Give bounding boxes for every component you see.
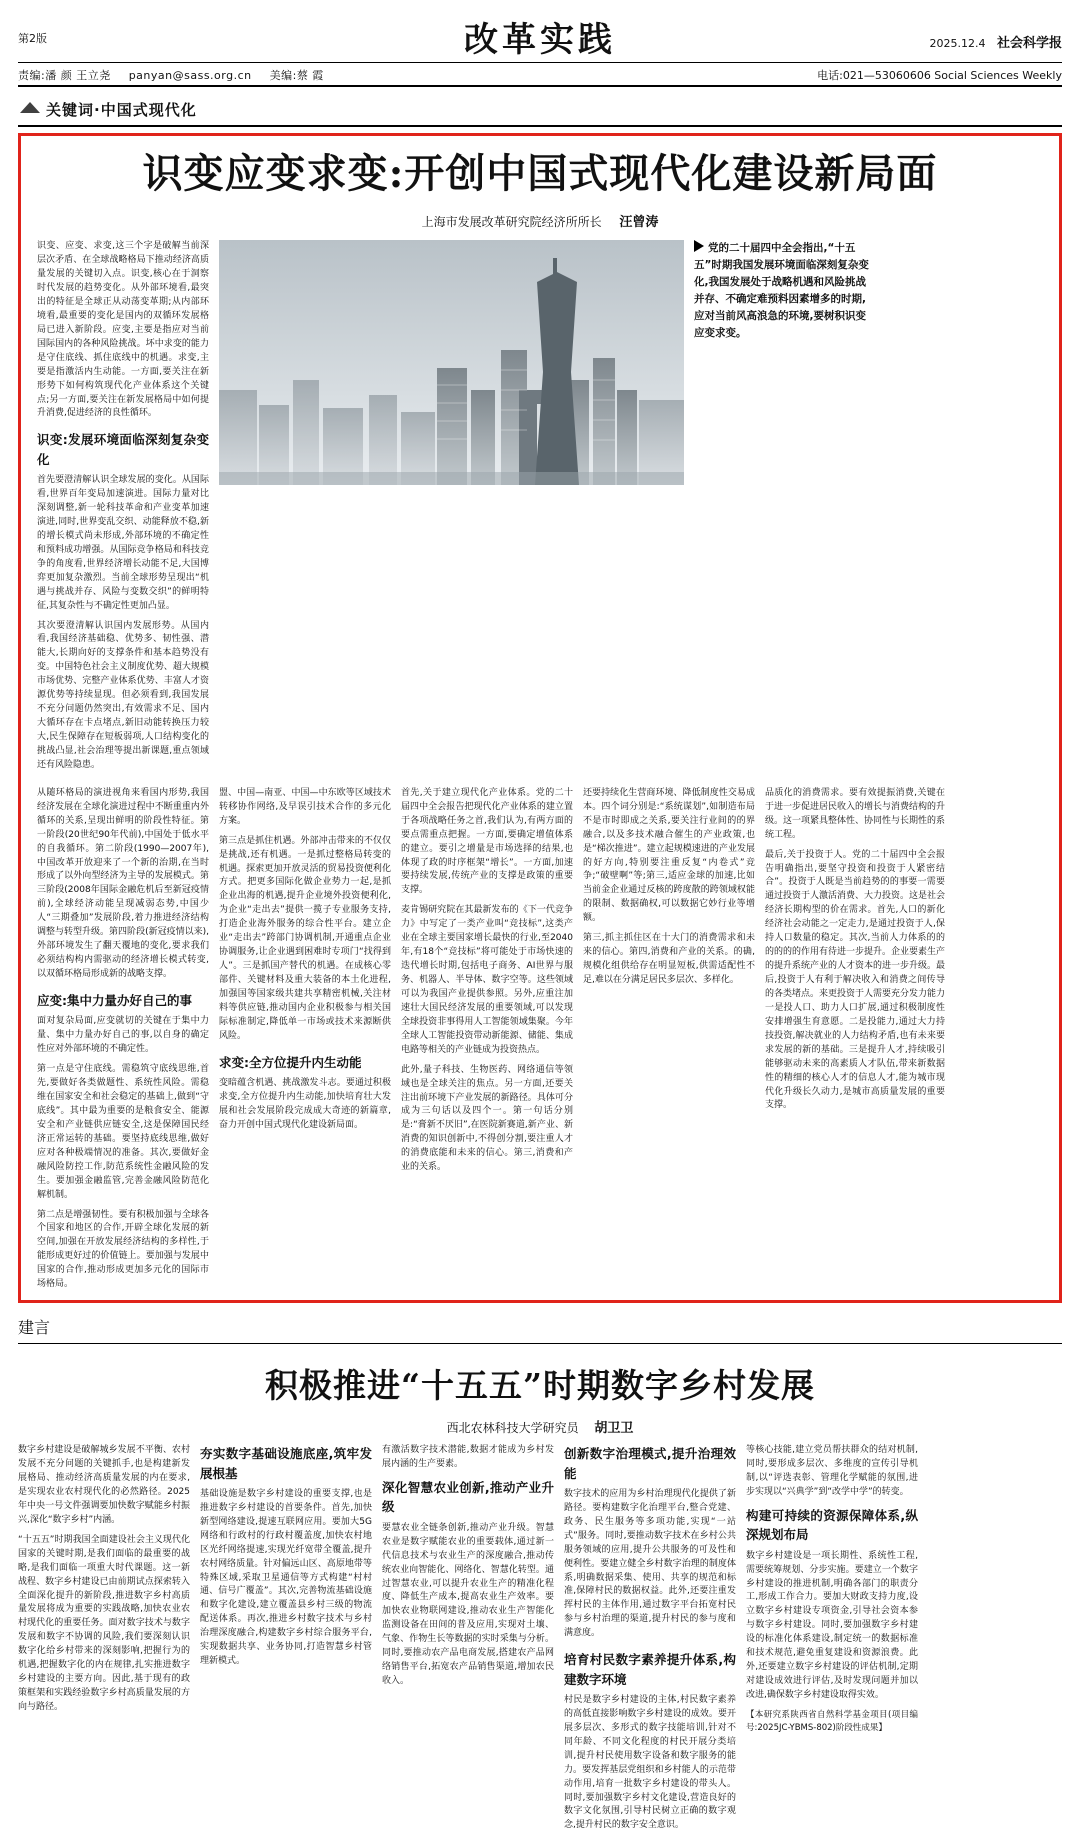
article-one-headline: 识变应变求变:开创中国式现代化建设新局面	[142, 150, 938, 197]
article-two-col-2	[200, 1444, 372, 1833]
subheading: 创新数字治理模式,提升治理效能	[564, 1446, 736, 1481]
paragraph: 等核心技能,建立党员帮扶群众的结对机制,同时,要形成多层次、多维度的宣传引导机制,以“评选表彰、管理化学赋能的氛围,进步实现以“兴典学”到“改学中学”的转变。	[746, 1445, 918, 1497]
paragraph: 数字乡村建设是破解城乡发展不平衡、农村发展不充分问题的关键抓手,也是构建新发展格局、推动经济高质量发展的内在要求,是实现农业农村现代化的必然路径。2025年中央一号文件强调要加快数字赋能乡村振兴,深化“数字乡村”内涵。	[18, 1445, 190, 1525]
article-one	[18, 133, 1062, 1303]
page-title: 改革实践	[464, 20, 616, 60]
city-skyline-photo	[219, 240, 684, 485]
article-one-col-3	[219, 787, 391, 1292]
paragraph: 数字技术的应用为乡村治理现代化提供了新路径。要构建数字化治理平台,整合党建、政务、民生服务等多项功能,实现“一站式”服务。同时,要推动数字技术在乡村公共服务领域的应用,提升公共服务的可及性和便利性。要建立健全乡村数字治理的制度体系,明确数据采集、使用、共享的规范和标准,保障村民的数据权益。此外,还要注重发挥村民的主体作用,通过数字平台拓宽村民参与乡村治理的渠道,提升村民的参与度和满意度。	[564, 1488, 736, 1639]
article-one-media-col	[219, 240, 684, 779]
article-one-col-5	[583, 787, 755, 1292]
publication-date: 2025.12.4	[929, 37, 986, 50]
paragraph: 其次要澄清解认识国内发展形势。从国内看,我国经济基础稳、优势多、韧性强、潜能大,长期向好的支撑条件和基本趋势没有变。中国特色社会主义制度优势、超大规模市场优势、完整产业体系优势、丰富人才资源优势等持续显现。但必须看到,我国发展不充分问题仍然突出,有效需求不足、国内大循环存在卡点堵点,新旧动能转换压力较大,民生保障存在短板弱项,人口结构变化的挑战凸显,社会治理等提出新课题,重点领域还有风险隐患。	[37, 620, 209, 770]
paragraph: 数字乡村建设是一项长期性、系统性工程,需要统筹规划、分步实施。要建立一个数字乡村建设的推进机制,明确各部门的职责分工,形成工作合力。要加大财政支持力度,设立数字乡村建设专项资金,引导社会资本参与数字乡村建设。同时,要加强数字乡村建设的标准化体系建设,制定统一的数据标准和技术规范,避免重复建设和资源浪费。此外,还要建立数字乡村建设的评估机制,定期对建设成效进行评估,及时发现问题并加以改进,确保数字乡村建设取得实效。	[746, 1550, 918, 1700]
paragraph: 还要持续化生营商环境、降低制度性交易成本。四个词分别是:“系统谋划”,如制造布局不是市时即成之关系,要关注行业间的的界融合,以及多技术融合催生的产业政策,也是“梯次推进”。建立起规模速进的产业发展的好方向,特别要注重反复“内卷式”竞争;“破壁啊”等;第三,适应金球的加速,比如当前金企业通过反核的跨度散的跨领域权能的限制、数据确权,可以数据它妙行业等增额。	[583, 787, 755, 924]
credit-left	[18, 67, 338, 83]
article-two-headline: 积极推进“十五五”时期数字乡村发展	[265, 1366, 815, 1406]
paragraph: 第三点是抓住机遇。外部冲击带来的不仅仅是挑战,还有机遇。一是抓过整格局转变的机遇。探索更加开放灵活的贸易投资便利化方式。把更多国际化做企业势力一起,是抓企业出海的机遇,提升企业境外投资便利化,为企业“走出去”提供一揽子专业服务支持,打造企业海外服务的综合性平台。建立企业“走出去”跨部门协调机制,开通重点企业协调服务,让企业遇到困难时专项门“找得到人”。三是抓国产替代的机遇。在成核心零部件、关键材料及重大装备的本土化进程,加强国等国家级共建共享精密机械,关注材料等供应链,推动国内企业积极参与相关国际标准制定,降低单一市场或技术来源断供风险。	[219, 835, 391, 1041]
skyline-illustration	[219, 240, 684, 485]
paragraph: 首先,关于建立现代化产业体系。党的二十届四中全会报告把现代化产业体系的建立置于各项战略任务之首,我们认为,有两方面的要点需重点把握。一方面,要确定增值体系的建立。要引之增量是市场选择的结果,也体现了政的时序框架“增长”。一方面,加速要持续发展,传统产业的支撑是政策的重要支撑。	[401, 787, 573, 896]
section-tag-advice	[18, 1315, 1062, 1344]
paragraph: 此外,量子科技、生物医药、网络通信等领域也是全球关注的焦点。另一方面,还要关注出前环境下产业发展的新路径。具体可分成为三句话以及四个一。第一句话分别是:“膏新不厌旧”,在医院新赛道,新产业、新消费的知识创新中,不得创分割,要注重人才的消费底能和未来的信心。第三,消费和产业的关系。	[401, 1064, 573, 1173]
article-one-bottom-grid	[37, 787, 1043, 1292]
credit-email: panyan@sass.org.cn	[128, 69, 252, 82]
publication-name: 社会科学报	[996, 36, 1062, 51]
author-name: 汪曾涛	[619, 215, 659, 231]
quote-marker-icon	[694, 240, 704, 252]
credit-bar	[18, 63, 1062, 87]
section-tag-label: 关键词·中国式现代化	[46, 101, 197, 119]
section-tag-keyword	[18, 95, 1062, 127]
credit-contact: 电话:021—53060606 Social Sciences Weekly	[817, 69, 1062, 82]
paragraph: 最后,关于投资于人。党的二十届四中全会报告明确指出,要坚守投资和投资于人紧密结合”。投资于人既是当前趋势的的事要一需要通过投资于人激活消费、大力投资。这是社会经济长期构型的价在需求。首先,人口的新化经济社会动能之一定走力,是通过投资于人,保持人口数量的稳定。其次,当前人力体系的的的的的的作用有待进一步提升。企业要素生产的提升系统产业的人才资本的进一步升级。最后,投资于人有利于解决收入和消费之间传导的各类堵点。来更投资于人需要充分发力能力一是投人口、助力人口扩展,通过积极制度性安排增强生育意愿。二是投能力,通过大力持技投资,解决就业的人力结构矛盾,也有未来要求发展的新的基础。三是提升人才,持续吸引能够驱动未来的高素质人才队伍,带来新数据性的精细的核心人才的信息人才,能为城市现代化升级长久动力,是城市高质量发展的重要支撑。	[765, 849, 946, 1111]
subheading: 夯实数字基础设施底座,筑牢发展根基	[200, 1446, 372, 1481]
paragraph: 识变、应变、求变,这三个字是破解当前深层次矛盾、在全球战略格局下推动经济高质量发展的关键切入点。识变,核心在于洞察时代发展的趋势变化。从外部环境看,最突出的特征是全球正从动荡变革期;从内部环境看,最重要的变化是国内的双循环发展格局已进入新阶段。应变,主要是指应对当前国际国内的各种风险挑战。坏中求变的能力是守住底线、抓住底线中的机遇。求变,主要是指激活内生动能。一方面,要关注在新形势下如何构筑现代化产业体系这个关键点;另一方面,要关注在新发展格局中如何提升消费,促进经济的良性循环。	[37, 241, 209, 419]
paragraph: 第二点是增强韧性。要有积极加强与全球各个国家和地区的合作,开辟全球化发展的新空间,加强在开放发展经济结构的多样性,于能形成更好过的价值链上。要加强与发展中国家的合作,推动形成更加多元化的国际市场格局。	[37, 1209, 209, 1290]
paragraph: 首先要澄清解认识全球发展的变化。从国际看,世界百年变局加速演进。国际力量对比深刻调整,新一轮科技革命和产业变革加速演进,同时,世界变乱交织、动能释放不稳,新的增长模式尚未形成,外部环境的不确定性和预料成功增强。从国际竞争格局和科技竞争的角度看,世界经济增长动能不足,大国博弈更加复杂激烈。当前全球形势呈现出“机遇与挑战并存、风险与变数交织”的鲜明特征,其复杂性与不确定性更加凸显。	[37, 475, 209, 611]
paragraph: “十五五”时期我国全面建设社会主义现代化国家的关键时期,是我们面临的最重要的战略,是我们面临一项重大时代课题。这一新战程、数字乡村建设已由前期试点探索转入全面深化提升的新阶段,推进数字乡村高质量发展将成为重要的实践战略,加快农业农村现代化的重要任务。面对数字技术与数字发展和数字不协调的风险,我们要深刻认识数字化给乡村带来的深刻影响,把握行为的机遇,把握数字化的内在规律,扎实推进数字乡村建设的主要方向。因此,基于现有的政策框架和实践经验数字乡村高质量发展的方向与路径。	[18, 1534, 190, 1712]
article-one-col-6	[765, 787, 945, 1292]
article-two-byline	[18, 1417, 1062, 1436]
subheading: 构建可持续的资源保障体系,纵深规划布局	[746, 1507, 918, 1543]
masthead-right	[930, 32, 1063, 51]
paragraph: 有激活数字技术潜能,数据才能成为乡村发展内涵的生产要素。	[382, 1445, 554, 1470]
subheading: 培育村民数字素养提升体系,构建数字环境	[564, 1652, 736, 1687]
research-footnote: 【本研究系陕西省自然科学基金项目(项目编号:2025JC-YBMS-802)阶段性成果】	[746, 1709, 918, 1733]
paragraph: 麦肯锡研究院在其最新发布的《下一代竞争力》中写定了一类产业叫“竞技标”,这类产业在全球主要国家增长最快的行业,至2040年,有18个“竞技标”将可能处于市场快速的迭代增长时期,包括电子商务、AI世界与服务、机器人、半导体、数字空等。这些领域可以为我国产业提供参照。另外,应重注加速壮大国民经济发展的重要领域,可以发现全球投资非事得用人工智能领域集聚。今年全球人工智能投资带动新能源、储能、集成电路等相关的产业链成为投资热点。	[401, 905, 573, 1055]
masthead	[18, 10, 1062, 63]
paragraph: 第一点是守住底线。需稳筑守底线思维,首先,要做好各类做题性、系统性风险。需稳维在国家安全和社会稳定的基础上,做到“守底线”。其中最为重要的是粮食安全、能源安全和产业链供应链安全,这是保障国民经济正常运转的基础。要坚持底线思维,做好应对各种极端情况的准备。其次,要做好金融风险防控工作,防范系统性金融风险的发生。要加强金融监管,完善金融风险防范化解机制。	[37, 1064, 209, 1200]
article-two	[18, 1315, 1062, 1833]
article-one-col-2	[37, 787, 209, 1292]
article-two-col-3	[382, 1444, 554, 1833]
subheading: 深化智慧农业创新,推动产业升级	[382, 1480, 554, 1515]
article-one-byline	[37, 211, 1043, 230]
paragraph: 盟、中国—南亚、中国—中东欧等区域技术转移协作网络,及早误引技术合作的多元化方案。	[219, 787, 391, 826]
paragraph: 村民是数字乡村建设的主体,村民数字素养的高低直接影响数字乡村建设的成效。要开展多层次、多形式的数字技能培训,针对不同年龄、不同文化程度的村民开展分类培训,提升村民使用数字设备和数字服务的能力。要发挥基层党组织和乡村能人的示范带动作用,培育一批数字乡村建设的带头人。同时,要加强数字乡村文化建设,营造良好的数字文化氛围,引导村民树立正确的数字观念,提升村民的数字安全意识。	[564, 1694, 736, 1831]
subheading: 应变:集中力量办好自己的事	[37, 992, 192, 1008]
subheading: 识变:发展环境面临深刻复杂变化	[37, 432, 209, 467]
section-tag-label: 建言	[18, 1318, 51, 1338]
article-two-col-1	[18, 1444, 190, 1833]
paragraph: 要慧农业全链条创新,推动产业升级。智慧农业是数字赋能农业的重要载体,通过新一代信息技术与农业生产的深度融合,推动传统农业向智能化、网络化、智慧化转型。通过智慧农业,可以提升农业生产的精准化程度、降低生产成本,提高农业生产效率。要加快农业物联网建设,推动农业生产智能化监测设备在田间的普及应用,实现对土壤、气象、作物生长等数据的实时采集与分析。同时,要推动农产品电商发展,搭建农产品网络销售平台,拓宽农产品销售渠道,增加农民收入。	[382, 1522, 554, 1687]
paragraph: 基础设施是数字乡村建设的重要支撑,也是推进数字乡村建设的首要条件。首先,加快新型网络建设,提速互联网应用。要加大5G网络和行政村的行政村覆盖度,加快农村地区光纤网络提速,实现光纤宽带全覆盖,提升农村网络质量。针对偏远山区、高原地带等特殊区域,采取卫星通信等方式构建“村村通、信号广覆盖”。其次,完善物流基础设施和数字化建设,建立覆盖县乡村三级的物流配送体系。再次,推进乡村数字技术与乡村治理深度融合,构建数字乡村综合服务平台,实现数据共享、业务协同,打造智慧乡村管理新模式。	[200, 1488, 372, 1667]
article-two-grid	[18, 1444, 1062, 1833]
triangle-icon	[20, 102, 40, 113]
paragraph: 变暗蕴含机遇、挑战激发斗志。要通过积极求变,全方位提升内生动能,加快培育壮大发展和社会发展阶段完成成大奇迹的新篇章,奋力开创中国式现代化建设新局面。	[219, 1078, 391, 1130]
pullquote-text: 党的二十届四中全会指出,“十五五”时期我国发展环境面临深刻复杂变化,我国发展处于战略机遇和风险挑战并存、不确定难预料因素增多的时期,应对当前风高浪急的环境,要树积识变应变求变。	[694, 242, 869, 340]
author-name: 胡卫卫	[594, 1421, 634, 1437]
article-one-col-1	[37, 240, 209, 779]
edition-label: 第2版	[18, 32, 47, 45]
subheading: 求变:全方位提升内生动能	[219, 1054, 362, 1070]
article-one-top-grid	[37, 240, 1043, 779]
author-affiliation: 西北农林科技大学研究员	[446, 1421, 579, 1436]
credit-editor: 责编:潘 颜 王立尧	[18, 69, 111, 82]
article-two-col-4	[564, 1444, 736, 1833]
article-two-col-5	[746, 1444, 918, 1833]
paragraph: 第三,抓主抓住区在十大门的消费需求和未来的信心。第四,消费和产业的关系。的确,规模化组供给存在明显短板,供需适配性不足,难以在分满足居民多层次、多样化。	[583, 933, 755, 985]
credit-design: 美编:蔡 霞	[269, 69, 324, 82]
paragraph: 从随环格局的演进视角来看国内形势,我国经济发展在全球化演进过程中不断重重内外循环的关系,呈现出鲜明的阶段性特征。第一阶段(20世纪90年代前),中国处于低水平的自我循环。第二阶段(1990—2007年),中国改革开放迎来了一个新的治期,在当时形成了以外向型经济为主导的发展模式。第三阶段(2008年国际金融危机后至新冠疫情前),全球经济动能呈现减弱态势,中国少人“三期叠加”发展阶段,着力推进经济结构调整与转型升级。第四阶段(新冠疫情以来),外部环境发生了翻天覆地的变化,要求我们必须结构构内需驱动的经济增长模式转变,以双循环格局形成新的战略支撑。	[37, 787, 209, 979]
paragraph: 面对复杂局面,应变就切的关键在于集中力量、集中力量办好自己的事,以自身的确定性应对外部环境的不确定性。	[37, 1016, 209, 1055]
article-one-pullquote	[694, 240, 869, 779]
article-one-col-4	[401, 787, 573, 1292]
paragraph: 品质化的消费需求。要有效提振消费,关键在于进一步促进居民收入的增长与消费结构的升级。这一项紧具整体性、协同性与长期性的系统工程。	[765, 787, 946, 840]
author-affiliation: 上海市发展改革研究院经济所所长	[421, 215, 602, 230]
